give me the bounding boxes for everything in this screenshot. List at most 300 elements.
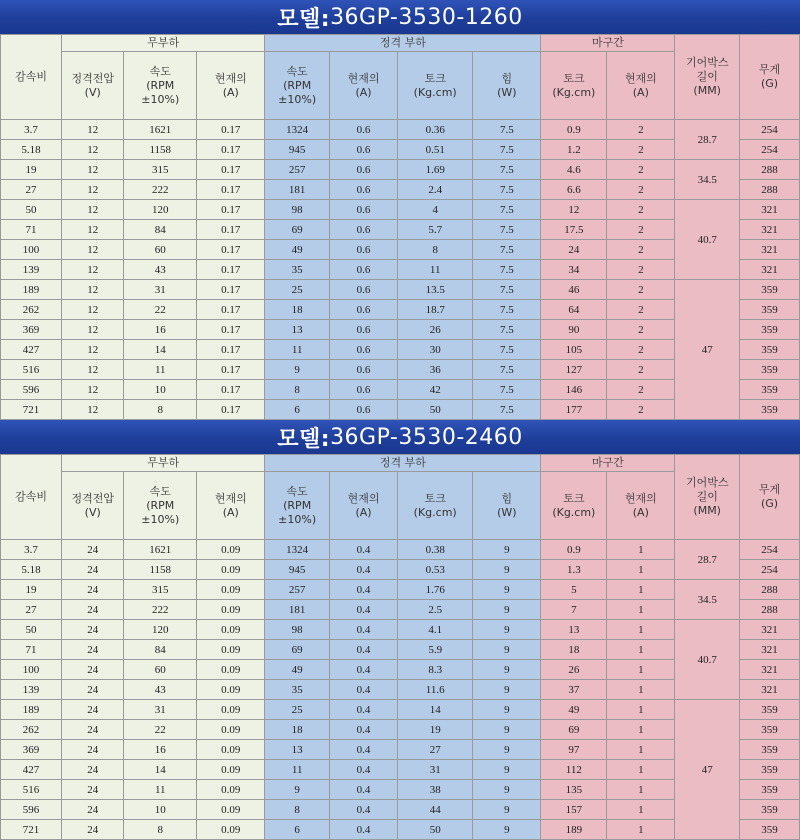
cell-rated-current: 0.6 <box>329 220 397 240</box>
cell-stall-current: 1 <box>607 580 675 600</box>
cell-stall-torque: 49 <box>541 700 607 720</box>
cell-voltage: 12 <box>62 320 124 340</box>
cell-voltage: 24 <box>62 580 124 600</box>
cell-stall-current: 2 <box>607 120 675 140</box>
cell-weight: 359 <box>740 380 800 400</box>
table-row <box>1 540 800 560</box>
cell-rated-speed: 98 <box>265 200 330 220</box>
cell-voltage: 12 <box>62 400 124 420</box>
cell-weight: 321 <box>740 200 800 220</box>
header-no-load: 무부하 <box>62 455 265 472</box>
cell-stall-current: 2 <box>607 340 675 360</box>
table-row <box>1 120 800 140</box>
cell-noload-current: 0.17 <box>197 160 265 180</box>
cell-rated-torque: 4 <box>398 200 473 220</box>
cell-noload-speed: 22 <box>124 720 197 740</box>
cell-stall-current: 2 <box>607 160 675 180</box>
cell-rated-torque: 8.3 <box>398 660 473 680</box>
cell-voltage: 12 <box>62 220 124 240</box>
cell-stall-torque: 37 <box>541 680 607 700</box>
cell-rated-current: 0.6 <box>329 300 397 320</box>
cell-rated-current: 0.6 <box>329 340 397 360</box>
cell-rated-speed: 181 <box>265 600 330 620</box>
cell-rated-speed: 9 <box>265 780 330 800</box>
cell-noload-speed: 1158 <box>124 140 197 160</box>
cell-weight: 359 <box>740 320 800 340</box>
cell-weight: 254 <box>740 140 800 160</box>
cell-rated-current: 0.6 <box>329 400 397 420</box>
cell-ratio: 5.18 <box>1 140 62 160</box>
cell-rated-torque: 11 <box>398 260 473 280</box>
cell-stall-torque: 1.3 <box>541 560 607 580</box>
cell-voltage: 24 <box>62 680 124 700</box>
cell-rated-current: 0.4 <box>329 600 397 620</box>
header-stall: 마구간 <box>541 455 675 472</box>
cell-rated-speed: 11 <box>265 760 330 780</box>
cell-stall-current: 2 <box>607 260 675 280</box>
cell-gearbox-length: 47 <box>675 280 740 420</box>
cell-ratio: 27 <box>1 600 62 620</box>
cell-noload-current: 0.17 <box>197 180 265 200</box>
cell-rated-power: 7.5 <box>473 400 541 420</box>
cell-stall-current: 1 <box>607 760 675 780</box>
cell-rated-torque: 18.7 <box>398 300 473 320</box>
cell-rated-current: 0.6 <box>329 120 397 140</box>
cell-rated-power: 9 <box>473 800 541 820</box>
cell-weight: 359 <box>740 400 800 420</box>
cell-rated-speed: 8 <box>265 380 330 400</box>
cell-rated-current: 0.4 <box>329 820 397 840</box>
header-stall: 마구간 <box>541 35 675 52</box>
cell-noload-speed: 315 <box>124 580 197 600</box>
cell-rated-speed: 98 <box>265 620 330 640</box>
header-no-load-speed: 속도 (RPM ±10%) <box>124 52 197 120</box>
table-row <box>1 700 800 720</box>
cell-noload-current: 0.09 <box>197 820 265 840</box>
cell-ratio: 189 <box>1 280 62 300</box>
cell-noload-speed: 22 <box>124 300 197 320</box>
cell-noload-speed: 315 <box>124 160 197 180</box>
cell-ratio: 3.7 <box>1 540 62 560</box>
table-row <box>1 280 800 300</box>
cell-rated-current: 0.4 <box>329 720 397 740</box>
cell-stall-current: 2 <box>607 400 675 420</box>
cell-noload-current: 0.17 <box>197 200 265 220</box>
header-no-load-speed: 속도 (RPM ±10%) <box>124 472 197 540</box>
cell-rated-speed: 11 <box>265 340 330 360</box>
cell-stall-current: 1 <box>607 620 675 640</box>
cell-rated-speed: 1324 <box>265 120 330 140</box>
cell-rated-torque: 26 <box>398 320 473 340</box>
cell-ratio: 100 <box>1 240 62 260</box>
cell-rated-torque: 2.5 <box>398 600 473 620</box>
cell-rated-torque: 5.7 <box>398 220 473 240</box>
cell-stall-torque: 127 <box>541 360 607 380</box>
cell-ratio: 427 <box>1 760 62 780</box>
cell-rated-speed: 257 <box>265 580 330 600</box>
cell-noload-speed: 60 <box>124 240 197 260</box>
header-rated-torque: 토크 (Kg.cm) <box>398 472 473 540</box>
cell-rated-speed: 8 <box>265 800 330 820</box>
cell-stall-current: 2 <box>607 380 675 400</box>
cell-noload-speed: 1621 <box>124 120 197 140</box>
cell-noload-current: 0.09 <box>197 720 265 740</box>
table-row <box>1 620 800 640</box>
cell-rated-torque: 36 <box>398 360 473 380</box>
cell-stall-current: 1 <box>607 560 675 580</box>
model-title-banner <box>0 0 800 34</box>
cell-weight: 321 <box>740 260 800 280</box>
cell-stall-current: 1 <box>607 600 675 620</box>
cell-stall-current: 1 <box>607 740 675 760</box>
cell-rated-current: 0.6 <box>329 360 397 380</box>
cell-rated-power: 7.5 <box>473 260 541 280</box>
cell-rated-current: 0.4 <box>329 700 397 720</box>
cell-stall-torque: 112 <box>541 760 607 780</box>
cell-voltage: 24 <box>62 760 124 780</box>
cell-ratio: 3.7 <box>1 120 62 140</box>
cell-voltage: 12 <box>62 360 124 380</box>
cell-rated-torque: 38 <box>398 780 473 800</box>
cell-weight: 254 <box>740 560 800 580</box>
cell-weight: 359 <box>740 760 800 780</box>
cell-gearbox-length: 34.5 <box>675 160 740 200</box>
cell-noload-speed: 8 <box>124 820 197 840</box>
header-stall-torque: 토크 (Kg.cm) <box>541 52 607 120</box>
cell-rated-current: 0.4 <box>329 560 397 580</box>
cell-stall-current: 2 <box>607 180 675 200</box>
cell-stall-torque: 12 <box>541 200 607 220</box>
cell-weight: 359 <box>740 300 800 320</box>
cell-voltage: 12 <box>62 140 124 160</box>
header-ratio: 감속비 <box>1 35 62 120</box>
cell-noload-current: 0.17 <box>197 400 265 420</box>
cell-rated-torque: 50 <box>398 400 473 420</box>
cell-rated-power: 9 <box>473 720 541 740</box>
cell-stall-current: 1 <box>607 720 675 740</box>
cell-rated-speed: 181 <box>265 180 330 200</box>
cell-stall-torque: 46 <box>541 280 607 300</box>
cell-rated-speed: 35 <box>265 260 330 280</box>
cell-rated-speed: 69 <box>265 220 330 240</box>
cell-rated-torque: 0.53 <box>398 560 473 580</box>
cell-stall-torque: 1.2 <box>541 140 607 160</box>
header-rated-voltage: 정격전압 (V) <box>62 472 124 540</box>
header-stall-current: 현재의 (A) <box>607 52 675 120</box>
cell-rated-speed: 18 <box>265 720 330 740</box>
cell-ratio: 721 <box>1 820 62 840</box>
cell-rated-power: 7.5 <box>473 220 541 240</box>
cell-noload-speed: 31 <box>124 280 197 300</box>
cell-rated-speed: 18 <box>265 300 330 320</box>
cell-rated-power: 9 <box>473 820 541 840</box>
cell-voltage: 12 <box>62 380 124 400</box>
cell-noload-speed: 10 <box>124 800 197 820</box>
cell-weight: 321 <box>740 240 800 260</box>
cell-weight: 288 <box>740 160 800 180</box>
cell-rated-current: 0.4 <box>329 780 397 800</box>
header-gearbox-length: 기어박스 길이 (MM) <box>675 455 740 540</box>
model-code: 36GP-3530-1260 <box>330 4 523 30</box>
cell-rated-speed: 13 <box>265 320 330 340</box>
cell-voltage: 12 <box>62 280 124 300</box>
cell-voltage: 24 <box>62 700 124 720</box>
cell-ratio: 50 <box>1 200 62 220</box>
cell-rated-speed: 49 <box>265 660 330 680</box>
cell-noload-current: 0.09 <box>197 600 265 620</box>
cell-noload-current: 0.17 <box>197 340 265 360</box>
cell-rated-speed: 257 <box>265 160 330 180</box>
cell-stall-torque: 26 <box>541 660 607 680</box>
header-rated-load: 정격 부하 <box>265 455 541 472</box>
cell-stall-current: 2 <box>607 240 675 260</box>
cell-rated-current: 0.4 <box>329 640 397 660</box>
cell-ratio: 262 <box>1 720 62 740</box>
cell-noload-speed: 43 <box>124 260 197 280</box>
cell-rated-current: 0.6 <box>329 380 397 400</box>
cell-rated-current: 0.6 <box>329 200 397 220</box>
cell-ratio: 596 <box>1 800 62 820</box>
cell-weight: 359 <box>740 700 800 720</box>
cell-stall-current: 2 <box>607 320 675 340</box>
cell-rated-torque: 1.69 <box>398 160 473 180</box>
cell-noload-speed: 84 <box>124 220 197 240</box>
cell-voltage: 12 <box>62 240 124 260</box>
cell-stall-current: 2 <box>607 360 675 380</box>
header-rated-speed: 속도 (RPM ±10%) <box>265 52 330 120</box>
cell-rated-power: 9 <box>473 740 541 760</box>
cell-gearbox-length: 28.7 <box>675 540 740 580</box>
cell-rated-torque: 27 <box>398 740 473 760</box>
cell-rated-speed: 25 <box>265 280 330 300</box>
cell-rated-current: 0.6 <box>329 140 397 160</box>
cell-weight: 321 <box>740 620 800 640</box>
cell-noload-speed: 11 <box>124 780 197 800</box>
cell-noload-speed: 8 <box>124 400 197 420</box>
cell-rated-power: 9 <box>473 700 541 720</box>
cell-rated-speed: 1324 <box>265 540 330 560</box>
header-rated-voltage: 정격전압 (V) <box>62 52 124 120</box>
cell-stall-torque: 69 <box>541 720 607 740</box>
cell-weight: 359 <box>740 740 800 760</box>
cell-rated-power: 9 <box>473 620 541 640</box>
header-no-load-current: 현재의 (A) <box>197 52 265 120</box>
cell-rated-current: 0.4 <box>329 760 397 780</box>
cell-rated-torque: 42 <box>398 380 473 400</box>
cell-stall-torque: 4.6 <box>541 160 607 180</box>
cell-noload-speed: 222 <box>124 600 197 620</box>
cell-rated-power: 7.5 <box>473 360 541 380</box>
cell-noload-current: 0.17 <box>197 220 265 240</box>
cell-stall-torque: 7 <box>541 600 607 620</box>
cell-voltage: 12 <box>62 120 124 140</box>
spec-table <box>0 34 800 420</box>
cell-rated-power: 7.5 <box>473 120 541 140</box>
cell-stall-torque: 146 <box>541 380 607 400</box>
model-title-banner <box>0 420 800 454</box>
cell-ratio: 139 <box>1 680 62 700</box>
cell-ratio: 596 <box>1 380 62 400</box>
cell-rated-torque: 2.4 <box>398 180 473 200</box>
cell-stall-torque: 0.9 <box>541 120 607 140</box>
cell-noload-current: 0.17 <box>197 240 265 260</box>
cell-rated-current: 0.4 <box>329 540 397 560</box>
cell-voltage: 12 <box>62 180 124 200</box>
cell-voltage: 12 <box>62 160 124 180</box>
cell-ratio: 369 <box>1 320 62 340</box>
cell-voltage: 24 <box>62 600 124 620</box>
cell-voltage: 24 <box>62 800 124 820</box>
cell-noload-speed: 120 <box>124 200 197 220</box>
cell-weight: 359 <box>740 280 800 300</box>
cell-rated-power: 7.5 <box>473 200 541 220</box>
cell-noload-current: 0.09 <box>197 580 265 600</box>
cell-rated-current: 0.6 <box>329 320 397 340</box>
cell-ratio: 189 <box>1 700 62 720</box>
cell-rated-speed: 6 <box>265 820 330 840</box>
cell-rated-current: 0.4 <box>329 800 397 820</box>
cell-weight: 254 <box>740 120 800 140</box>
header-weight: 무게 (G) <box>740 455 800 540</box>
cell-noload-current: 0.09 <box>197 620 265 640</box>
cell-rated-torque: 50 <box>398 820 473 840</box>
cell-noload-speed: 10 <box>124 380 197 400</box>
cell-voltage: 12 <box>62 340 124 360</box>
cell-voltage: 12 <box>62 200 124 220</box>
cell-ratio: 427 <box>1 340 62 360</box>
cell-noload-speed: 222 <box>124 180 197 200</box>
cell-rated-power: 7.5 <box>473 140 541 160</box>
spec-table <box>0 454 800 840</box>
cell-rated-current: 0.6 <box>329 280 397 300</box>
header-weight: 무게 (G) <box>740 35 800 120</box>
cell-rated-power: 7.5 <box>473 240 541 260</box>
cell-ratio: 516 <box>1 360 62 380</box>
cell-ratio: 71 <box>1 640 62 660</box>
cell-voltage: 24 <box>62 780 124 800</box>
cell-weight: 359 <box>740 800 800 820</box>
cell-stall-current: 1 <box>607 680 675 700</box>
cell-rated-speed: 13 <box>265 740 330 760</box>
cell-rated-torque: 11.6 <box>398 680 473 700</box>
cell-rated-torque: 44 <box>398 800 473 820</box>
cell-rated-current: 0.4 <box>329 580 397 600</box>
cell-rated-torque: 13.5 <box>398 280 473 300</box>
cell-rated-speed: 69 <box>265 640 330 660</box>
cell-noload-current: 0.09 <box>197 780 265 800</box>
cell-rated-speed: 35 <box>265 680 330 700</box>
cell-rated-power: 9 <box>473 640 541 660</box>
cell-rated-power: 9 <box>473 580 541 600</box>
header-rated-torque: 토크 (Kg.cm) <box>398 52 473 120</box>
cell-stall-torque: 24 <box>541 240 607 260</box>
cell-weight: 359 <box>740 360 800 380</box>
cell-rated-speed: 6 <box>265 400 330 420</box>
cell-stall-torque: 64 <box>541 300 607 320</box>
cell-rated-power: 9 <box>473 600 541 620</box>
model-code: 36GP-3530-2460 <box>330 424 523 450</box>
header-no-load: 무부하 <box>62 35 265 52</box>
cell-ratio: 27 <box>1 180 62 200</box>
cell-stall-current: 1 <box>607 820 675 840</box>
cell-noload-speed: 84 <box>124 640 197 660</box>
cell-rated-power: 7.5 <box>473 280 541 300</box>
cell-stall-torque: 0.9 <box>541 540 607 560</box>
cell-noload-speed: 43 <box>124 680 197 700</box>
header-stall-current: 현재의 (A) <box>607 472 675 540</box>
cell-stall-torque: 90 <box>541 320 607 340</box>
table-row <box>1 160 800 180</box>
cell-noload-current: 0.17 <box>197 380 265 400</box>
cell-ratio: 369 <box>1 740 62 760</box>
cell-ratio: 516 <box>1 780 62 800</box>
cell-gearbox-length: 40.7 <box>675 620 740 700</box>
cell-noload-speed: 14 <box>124 340 197 360</box>
cell-rated-speed: 945 <box>265 140 330 160</box>
cell-rated-power: 7.5 <box>473 340 541 360</box>
cell-voltage: 24 <box>62 620 124 640</box>
cell-stall-torque: 18 <box>541 640 607 660</box>
cell-rated-current: 0.6 <box>329 260 397 280</box>
cell-weight: 321 <box>740 640 800 660</box>
header-group-row <box>1 35 800 52</box>
cell-ratio: 721 <box>1 400 62 420</box>
cell-weight: 321 <box>740 220 800 240</box>
cell-noload-current: 0.09 <box>197 540 265 560</box>
cell-stall-current: 1 <box>607 700 675 720</box>
cell-weight: 321 <box>740 680 800 700</box>
cell-stall-current: 2 <box>607 300 675 320</box>
cell-stall-current: 2 <box>607 200 675 220</box>
cell-stall-torque: 97 <box>541 740 607 760</box>
cell-gearbox-length: 47 <box>675 700 740 840</box>
cell-noload-current: 0.09 <box>197 640 265 660</box>
cell-stall-torque: 34 <box>541 260 607 280</box>
cell-rated-torque: 0.51 <box>398 140 473 160</box>
cell-ratio: 19 <box>1 580 62 600</box>
cell-noload-current: 0.17 <box>197 320 265 340</box>
cell-noload-current: 0.09 <box>197 700 265 720</box>
model-title-label: 모델: <box>277 426 331 452</box>
cell-weight: 254 <box>740 540 800 560</box>
cell-rated-torque: 31 <box>398 760 473 780</box>
cell-ratio: 19 <box>1 160 62 180</box>
cell-rated-torque: 19 <box>398 720 473 740</box>
cell-stall-torque: 189 <box>541 820 607 840</box>
cell-stall-current: 1 <box>607 780 675 800</box>
cell-stall-torque: 13 <box>541 620 607 640</box>
cell-rated-power: 7.5 <box>473 180 541 200</box>
cell-gearbox-length: 40.7 <box>675 200 740 280</box>
cell-noload-current: 0.09 <box>197 560 265 580</box>
cell-stall-current: 2 <box>607 280 675 300</box>
header-ratio: 감속비 <box>1 455 62 540</box>
header-rated-power: 힘 (W) <box>473 472 541 540</box>
cell-rated-current: 0.4 <box>329 660 397 680</box>
header-rated-current: 현재의 (A) <box>329 52 397 120</box>
cell-rated-torque: 4.1 <box>398 620 473 640</box>
cell-stall-torque: 105 <box>541 340 607 360</box>
header-rated-current: 현재의 (A) <box>329 472 397 540</box>
cell-rated-speed: 49 <box>265 240 330 260</box>
cell-rated-speed: 9 <box>265 360 330 380</box>
cell-voltage: 24 <box>62 640 124 660</box>
cell-noload-speed: 1158 <box>124 560 197 580</box>
cell-noload-current: 0.09 <box>197 660 265 680</box>
cell-weight: 359 <box>740 340 800 360</box>
cell-noload-current: 0.17 <box>197 140 265 160</box>
cell-rated-torque: 0.36 <box>398 120 473 140</box>
